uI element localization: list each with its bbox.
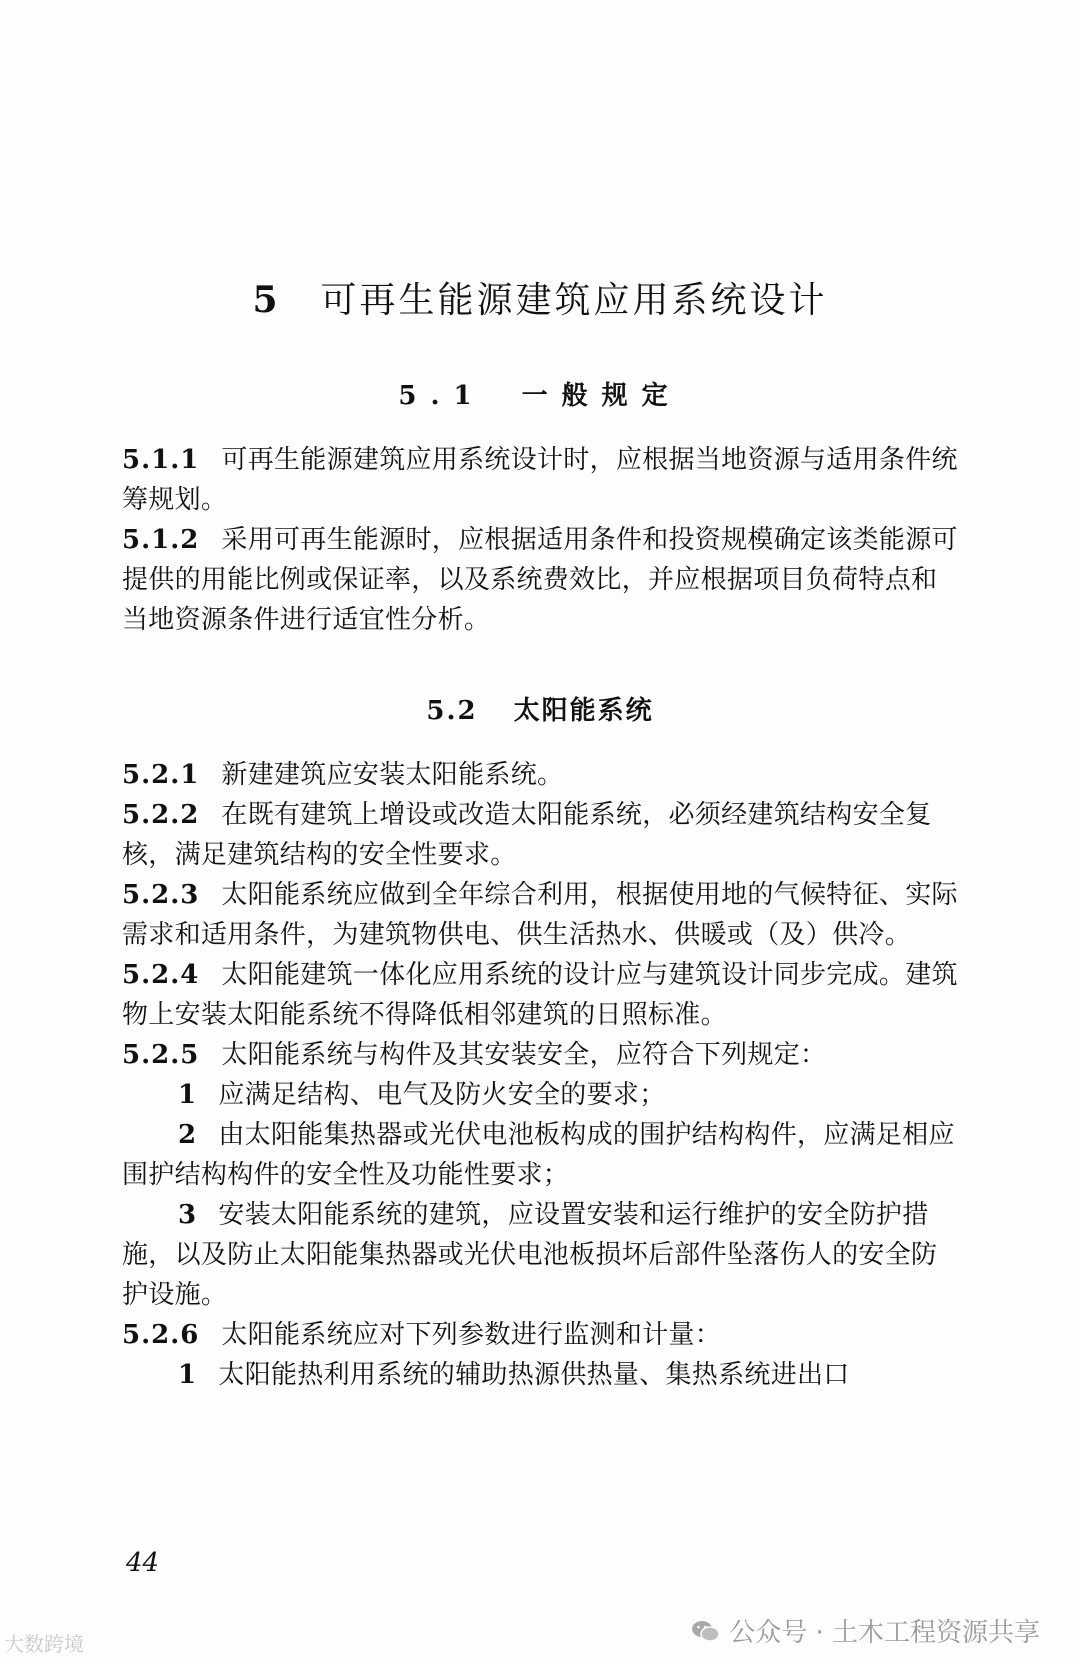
chapter-number: 5 (252, 279, 281, 321)
clause-item (122, 1355, 958, 1395)
watermark-right (691, 1612, 1040, 1649)
clause-number: 5.2.5 (122, 1040, 200, 1070)
clause-text: 太阳能建筑一体化应用系统的设计应与建筑设计同步完成。建筑物上安装太阳能系统不得降低相邻建筑的日照标准。 (122, 960, 958, 1030)
clause-number: 5.1.1 (122, 445, 200, 475)
section-heading (0, 690, 1080, 727)
section-number: 5.2 (426, 696, 478, 726)
clause-number: 5.1.2 (122, 525, 200, 555)
clause-number: 5.2.3 (122, 880, 200, 910)
page-number: 44 (126, 1548, 160, 1578)
clause-text: 采用可再生能源时，应根据适用条件和投资规模确定该类能源可提供的用能比例或保证率，以及系统费效比，并应根据项目负荷特点和当地资源条件进行适宜性分析。 (122, 525, 958, 635)
clause-number: 5.2.6 (122, 1320, 200, 1350)
section-number: 5.1 (398, 381, 486, 411)
clause (122, 755, 958, 795)
clause (122, 520, 958, 640)
item-number: 1 (178, 1080, 197, 1110)
clause-item (122, 1195, 958, 1315)
chapter-title-text: 可再生能源建筑应用系统设计 (320, 280, 828, 321)
clause-text: 新建建筑应安装太阳能系统。 (221, 760, 564, 790)
section-body (122, 440, 958, 640)
clause-text: 在既有建筑上增设或改造太阳能系统，必须经建筑结构安全复核，满足建筑结构的安全性要求。 (122, 800, 932, 870)
clause (122, 955, 958, 1035)
chapter-title (0, 272, 1080, 323)
section-title: 太阳能系统 (513, 696, 654, 726)
clause-item (122, 1115, 958, 1195)
clause-text: 太阳能系统应做到全年综合利用，根据使用地的气候特征、实际需求和适用条件，为建筑物供电、供生活热水、供暖或（及）供冷。 (122, 880, 958, 950)
clause (122, 440, 958, 520)
clause-number: 5.2.2 (122, 800, 200, 830)
item-number: 1 (178, 1360, 197, 1390)
section-heading (0, 375, 1080, 412)
clause (122, 875, 958, 955)
item-number: 3 (178, 1200, 197, 1230)
clause (122, 1035, 958, 1075)
clause-number: 5.2.1 (122, 760, 200, 790)
item-text: 由太阳能集热器或光伏电池板构成的围护结构构件，应满足相应围护结构构件的安全性及功能性要求； (122, 1120, 955, 1190)
item-text: 安装太阳能系统的建筑，应设置安装和运行维护的安全防护措施，以及防止太阳能集热器或光伏电池板损坏后部件坠落伤人的安全防护设施。 (122, 1200, 938, 1310)
clause (122, 1315, 958, 1355)
watermark-right-text: 公众号 · 土木工程资源共享 (729, 1618, 1040, 1648)
clause-text: 太阳能系统与构件及其安装安全，应符合下列规定： (221, 1040, 827, 1070)
clause-item (122, 1075, 958, 1115)
item-text: 太阳能热利用系统的辅助热源供热量、集热系统进出口 (218, 1360, 850, 1390)
clause-text: 可再生能源建筑应用系统设计时，应根据当地资源与适用条件统筹规划。 (122, 445, 958, 515)
clause-number: 5.2.4 (122, 960, 200, 990)
clause-text: 太阳能系统应对下列参数进行监测和计量： (221, 1320, 722, 1350)
watermark-left: 大数跨境 (4, 1632, 84, 1656)
clause (122, 795, 958, 875)
item-number: 2 (178, 1120, 197, 1150)
section-body (122, 755, 958, 1395)
item-text: 应满足结构、电气及防火安全的要求； (218, 1080, 666, 1110)
wechat-icon (691, 1619, 721, 1643)
section-title: 一般规定 (521, 381, 682, 411)
